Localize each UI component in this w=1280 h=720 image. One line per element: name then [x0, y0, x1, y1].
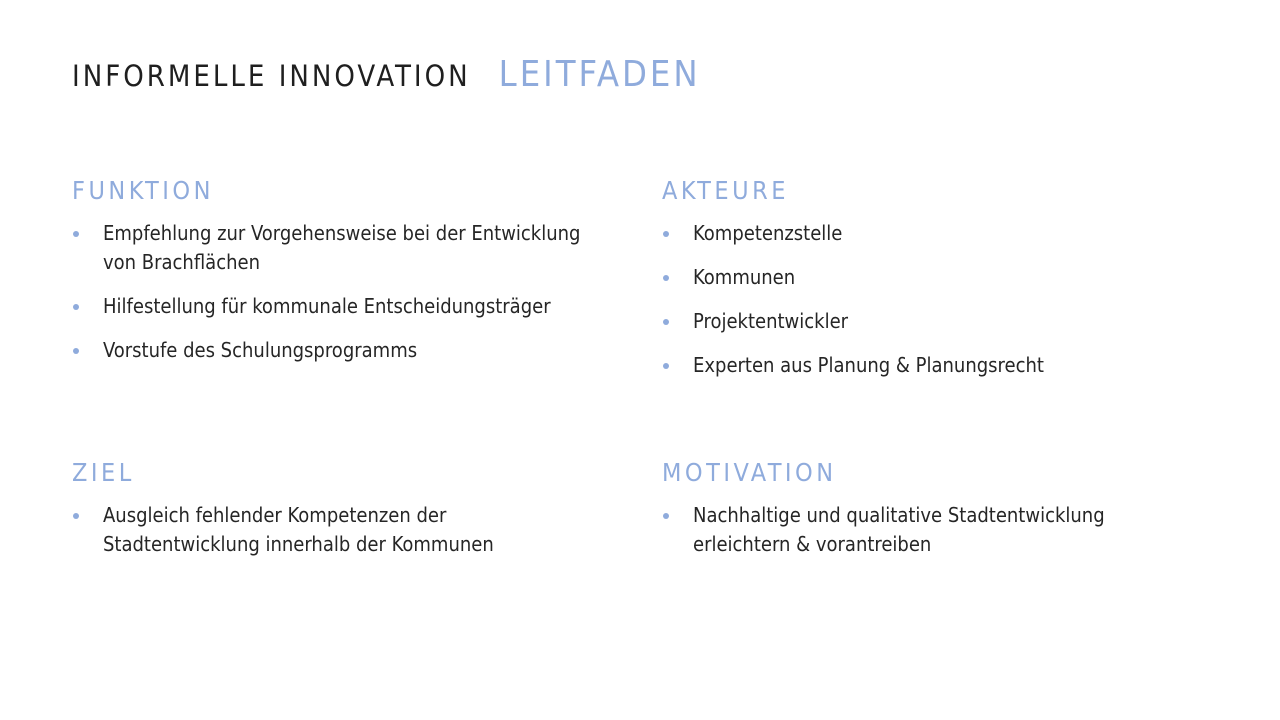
list-item: [72, 501, 543, 559]
bullet-list-motivation: [662, 501, 1182, 559]
bullet-dot-icon: [73, 231, 79, 237]
list-item-text: Projektentwickler: [693, 309, 849, 333]
list-item-text: Experten aus Planung & Planungsrecht: [693, 353, 1044, 377]
bullet-dot-icon: [663, 363, 669, 369]
bullet-list-ziel: [72, 501, 602, 559]
list-item: [72, 292, 602, 321]
list-item: [662, 263, 1182, 292]
bullet-dot-icon: [73, 304, 79, 310]
bullet-dot-icon: [663, 513, 669, 519]
list-item-text: Kommunen: [693, 265, 796, 289]
bullet-list-akteure: [662, 219, 1182, 380]
bullet-dot-icon: [663, 319, 669, 325]
list-item: [662, 351, 1182, 380]
section-heading-motivation: MOTIVATION: [662, 458, 837, 487]
title-main: INFORMELLE INNOVATION: [72, 59, 471, 93]
section-heading-funktion: FUNKTION: [72, 176, 214, 205]
list-item: [662, 219, 1182, 248]
list-item-text: Ausgleich fehlender Kompetenzen der Stadtentwicklung innerhalb der Kommunen: [103, 503, 494, 556]
section-akteure: [662, 176, 1182, 395]
list-item-text: Hilfestellung für kommunale Entscheidungsträger: [103, 294, 551, 318]
section-funktion: [72, 176, 602, 380]
list-item: [72, 336, 602, 365]
title-accent: LEITFADEN: [498, 54, 701, 95]
section-motivation: [662, 458, 1182, 574]
list-item-text: Kompetenzstelle: [693, 221, 843, 245]
title-row: [72, 54, 701, 95]
bullet-list-funktion: [72, 219, 602, 365]
list-item: [72, 219, 602, 277]
section-heading-ziel: ZIEL: [72, 458, 135, 487]
bullet-dot-icon: [663, 231, 669, 237]
bullet-dot-icon: [73, 513, 79, 519]
list-item-text: Empfehlung zur Vorgehensweise bei der Entwicklung von Brachflächen: [103, 221, 581, 274]
section-ziel: [72, 458, 602, 574]
list-item: [662, 307, 1182, 336]
list-item-text: Nachhaltige und qualitative Stadtentwicklung erleichtern & vorantreiben: [693, 503, 1105, 556]
list-item: [662, 501, 1143, 559]
list-item-text: Vorstufe des Schulungsprogramms: [103, 338, 418, 362]
section-heading-akteure: AKTEURE: [662, 176, 789, 205]
bullet-dot-icon: [663, 275, 669, 281]
bullet-dot-icon: [73, 348, 79, 354]
